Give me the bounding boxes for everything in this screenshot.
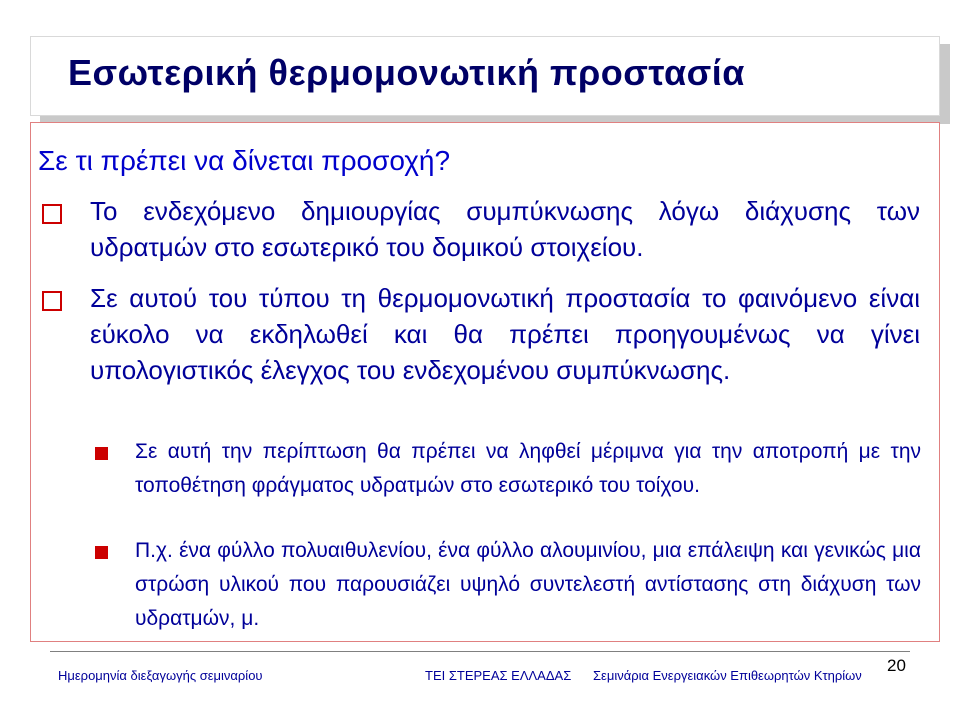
filled-square-bullet-icon	[95, 447, 108, 460]
page-number: 20	[887, 656, 906, 675]
filled-square-bullet-icon	[95, 546, 108, 559]
hollow-square-bullet-icon	[42, 291, 62, 311]
footer-date: Ημερομηνία διεξαγωγής σεμιναρίου	[58, 668, 263, 683]
footer-institution: ΤΕΙ ΣΤΕΡΕΑΣ ΕΛΛΑΔΑΣ	[425, 668, 572, 683]
bullet-text: Σε αυτού του τύπου τη θερμομονωτική προστασία το φαινόμενο είναι εύκολο να εκδηλωθεί και θα πρέπει προηγουμένως να γίνει υπολογιστικός έλεγχος του ενδεχομένου συμπύκνωσης.	[90, 283, 920, 385]
footer-seminar: Σεμινάρια Ενεργειακών Επιθεωρητών Κτηρίων	[593, 668, 862, 683]
bullet-text: Το ενδεχόμενο δημιουργίας συμπύκνωσης λόγω διάχυσης των υδρατμών στο εσωτερικό του δομικού στοιχείου.	[90, 196, 920, 262]
sub-bullet-text: Π.χ. ένα φύλλο πολυαιθυλενίου, ένα φύλλο αλουμινίου, μια επάλειψη και γενικώς μια στρώση υλικού που παρουσιάζει υψηλό συντελεστή αντίστασης στη διάχυση των υδρατμών, μ.	[135, 539, 921, 630]
footer-divider	[50, 651, 910, 652]
section-subtitle: Σε τι πρέπει να δίνεται προσοχή?	[38, 145, 451, 176]
slide-title: Εσωτερική θερμομονωτική προστασία	[68, 52, 745, 93]
hollow-square-bullet-icon	[42, 204, 62, 224]
sub-bullet-text: Σε αυτή την περίπτωση θα πρέπει να ληφθεί μέριμνα για την αποτροπή με την τοποθέτηση φράγματος υδρατμών στο εσωτερικό του τοίχου.	[135, 440, 921, 497]
